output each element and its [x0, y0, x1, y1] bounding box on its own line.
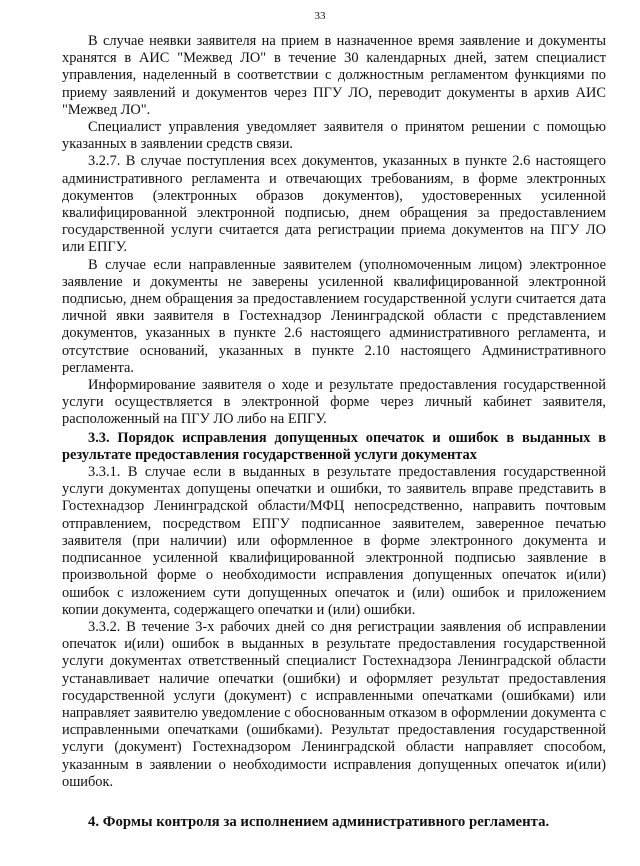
paragraph-archive: В случае неявки заявителя на прием в назначенное время заявление и документы хранятся в АИС "Межвед ЛО" в течение 30 календарных дней, затем специалист управления, наделенный в соответствии с должностным регламентом функциями по приему заявлений и документов через ПГУ ЛО, переводит документы в архив АИС "Межвед ЛО". [62, 33, 606, 118]
page-number: 33 [314, 10, 326, 22]
paragraph-notification: Специалист управления уведомляет заявителя о принятом решении с помощью указанных в заявлении средств связи. [62, 119, 606, 153]
paragraph-3-2-7: 3.2.7. В случае поступления всех документов, указанных в пункте 2.6 настоящего административного регламента и отвечающих требованиям, в форме электронных документов (электронных образов документов), удостоверенных усиленной квалифицированной электронной подписью, днем обращения за предоставлением государственной услуги считается дата регистрации приема документов на ПГУ ЛО или ЕПГУ. [62, 153, 606, 256]
paragraph-3-3-2: 3.3.2. В течение 3-х рабочих дней со дня регистрации заявления об исправлении опечаток и(или) ошибок в выданных в результате предоставления государственной услуги документах ответственный специалист Гостехнадзора Ленинградской области устанавливает наличие опечатки (ошибки) и оформляет результат предоставления государственной услуги (документ) с исправленными опечатками (ошибками) или направляет заявителю уведомление с обоснованным отказом в оформлении документа с исправленными опечатками (ошибками). Результат предоставления государственной услуги (документ) Гостехнадзором Ленинградской области направляет способом, указанным в заявлении о необходимости исправления допущенных опечаток и(или) ошибок. [62, 618, 606, 790]
paragraph-informing: Информирование заявителя о ходе и результате предоставления государственной услуги осуществляется в электронной форме через личный кабинет заявителя, расположенный на ПГУ ЛО либо на ЕПГУ. [62, 377, 606, 428]
paragraph-3-3-1: 3.3.1. В случае если в выданных в результате предоставления государственной услуги документах допущены опечатки и ошибки, то заявитель вправе представить в Гостехнадзор Ленинградской области/МФЦ непосредственно, направить почтовым отправлением, посредством ЕПГУ подписанное заявителем, заверенное печатью заявителя (при наличии) или оформленное в форме электронного документа и подписанное усиленной квалифицированной электронной подписью заявление в произвольной форме о необходимости исправления допущенных опечаток и(или) ошибок с изложением сути допущенных опечаток и (или) ошибок и приложением копии документа, содержащего опечатки и (или) ошибки. [62, 464, 606, 618]
section-3-3-title: 3.3. Порядок исправления допущенных опечаток и ошибок в выданных в результате предоставления государственной услуги документах [62, 429, 606, 463]
document-body [62, 33, 606, 831]
paragraph-unsigned-docs: В случае если направленные заявителем (уполномоченным лицом) электронное заявление и документы не заверены усиленной квалифицированной электронной подписью, днем обращения за предоставлением государственной услуги считается дата личной явки заявителя в Гостехнадзор Ленинградской области с представлением документов, указанных в пункте 2.6 настоящего административного регламента, и отсутствие оснований, указанных в пункте 2.10 настоящего Административного регламента. [62, 256, 606, 376]
section-4-title: 4. Формы контроля за исполнением административного регламента. [88, 813, 550, 830]
